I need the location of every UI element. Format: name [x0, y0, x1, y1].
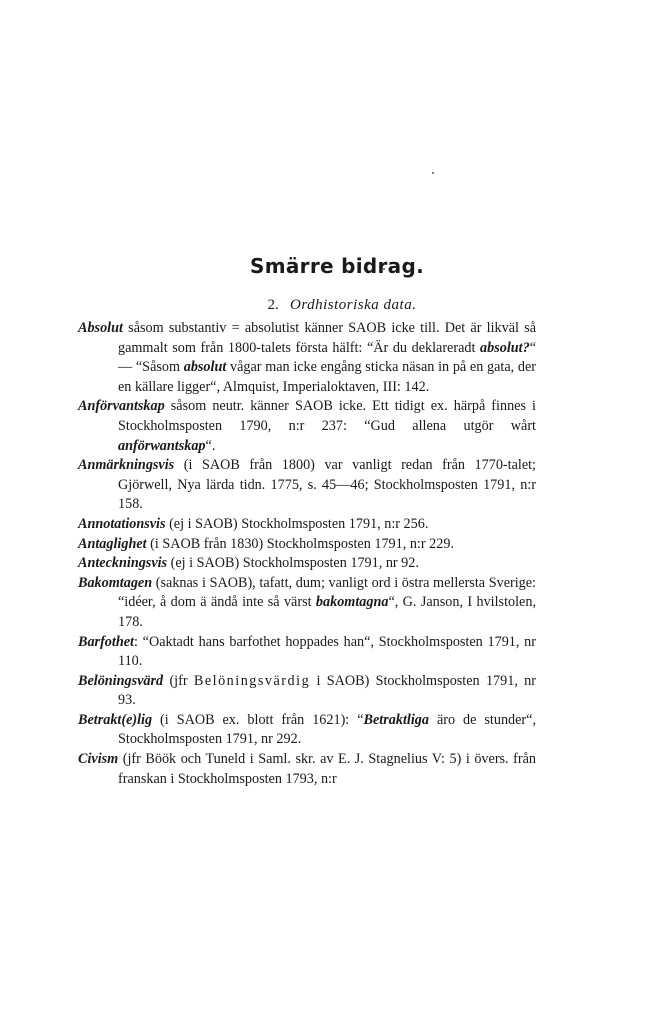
- entry-text: (ej i SAOB) Stockholmsposten 1791, n:r 256.: [165, 515, 429, 532]
- entry-civism: [78, 750, 536, 789]
- entry-absolut: [78, 319, 536, 397]
- entry-text: (ej i SAOB) Stockholmsposten 1791, nr 92.: [167, 555, 419, 572]
- subsection-number: 2.: [267, 297, 279, 313]
- entry-spaced-word: Belöningsvärdig: [193, 672, 311, 689]
- entry-headword: Anmärkningsvis: [78, 457, 175, 474]
- entry-quote-word: Betraktliga: [363, 711, 429, 728]
- entry-text: (i SAOB från 1830) Stockholmsposten 1791, n:r 229.: [146, 535, 454, 552]
- subsection-name: Ordhistoriska data.: [290, 297, 417, 313]
- entry-quote-word: absolut?: [480, 339, 530, 356]
- entry-anteckningsvis: [78, 554, 536, 574]
- entry-text: (jfr: [163, 672, 194, 689]
- entry-text: (saknas i SAOB), tafatt, dum; vanligt ord i östra mellersta Sverige: “idéer, å dom ä ändå inte så värst: [118, 574, 536, 611]
- entry-text: “, G. Janson, I hvilstolen, 178.: [118, 594, 536, 630]
- entry-headword: Civism: [78, 751, 119, 768]
- entry-bakomtagen: [78, 574, 536, 633]
- entry-headword: Anförvantskap: [78, 398, 165, 415]
- entry-antaglighet: [78, 535, 536, 555]
- entry-text: såsom neutr. känner SAOB icke. Ett tidigt ex. härpå finnes i Stockholmsposten 1790, n:r 237: “Gud allena utgör wårt: [118, 398, 536, 434]
- entry-headword: Absolut: [78, 320, 123, 336]
- entry-text: “ — “Såsom: [118, 339, 536, 376]
- entry-beloningsvard: [78, 672, 536, 711]
- entry-headword: Antaglighet: [78, 535, 147, 552]
- entry-anforvantskap: [78, 397, 536, 456]
- entry-annotationsvis: [78, 515, 536, 535]
- entry-text: (i SAOB ex. blott från 1621): “: [152, 711, 364, 728]
- entry-headword: Annotationsvis: [78, 515, 166, 532]
- entry-quote-word: absolut: [183, 359, 227, 376]
- subsection-title: [0, 297, 664, 314]
- entry-barfothet: [78, 633, 536, 672]
- entry-headword: Barfothet: [78, 633, 134, 650]
- word-entry-list: [78, 319, 536, 789]
- entry-text: såsom substantiv = absolutist känner SAOB icke till. Det är likväl så gammalt som från 1800-talets första hälft: “Är du deklareradt: [118, 320, 536, 356]
- print-speck: [432, 172, 434, 174]
- entry-betraktelig: [78, 711, 536, 750]
- entry-text: (jfr Böök och Tuneld i Saml. skr. av E. J. Stagnelius V: 5) i övers. från franskan i Stockholmsposten 1793, n:r: [118, 751, 536, 787]
- section-heading: Smärre bidrag.: [250, 254, 424, 278]
- entry-quote-word: bakomtagna: [315, 594, 389, 611]
- entry-text: vågar man icke engång sticka näsan in på en gata, der en källare ligger“, Almquist, Imperialoktaven, III: 142.: [118, 359, 536, 395]
- entry-text: (i SAOB från 1800) var vanligt redan från 1770-talet; Gjörwell, Nya lärda tidn. 1775, s. 45—46; Stockholmsposten 1791, n:r 158.: [118, 457, 536, 513]
- entry-text: “.: [205, 437, 216, 454]
- entry-headword: Belöningsvärd: [78, 672, 164, 689]
- entry-anmarkningsvis: [78, 456, 536, 515]
- entry-headword: Bakomtagen: [78, 574, 153, 591]
- entry-quote-word: anförwantskap: [118, 437, 206, 454]
- entry-text: i SAOB) Stockholmsposten 1791, nr 93.: [118, 672, 536, 709]
- entry-text: : “Oaktadt hans barfothet hoppades han“, Stockholmsposten 1791, nr 110.: [118, 633, 536, 670]
- entry-headword: Betrakt(e)lig: [78, 711, 153, 728]
- entry-headword: Anteckningsvis: [78, 555, 168, 572]
- entry-text: äro de stunder“, Stockholmsposten 1791, nr 292.: [118, 711, 537, 748]
